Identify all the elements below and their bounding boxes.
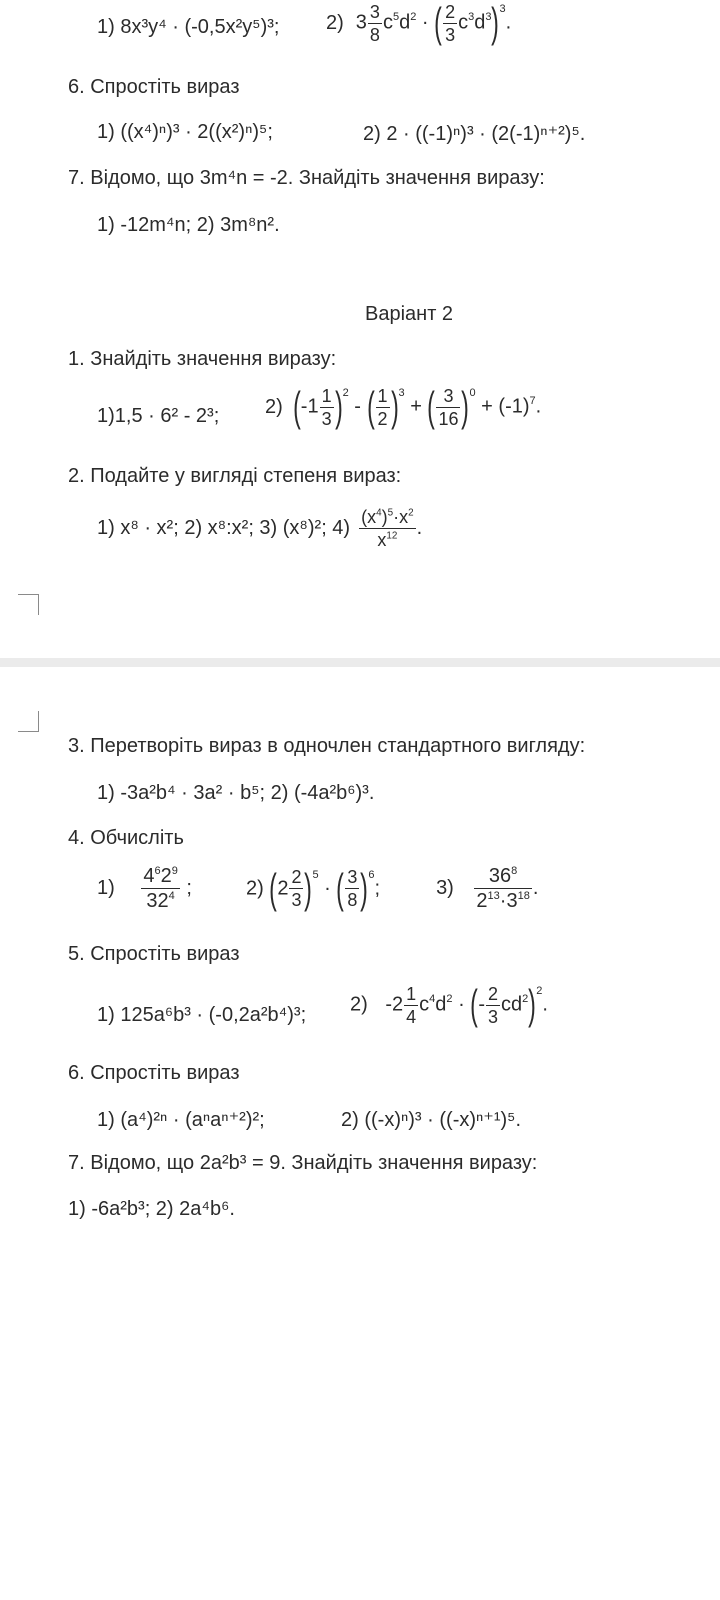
- task7-title: 7. Відомо, що 3m⁴n = -2. Знайдіть значення виразу:: [68, 167, 545, 189]
- v2-task5-item1: 1) 125a⁶b³ · (-0,2a²b⁴)³;: [97, 1004, 307, 1026]
- item-number: 2): [265, 395, 283, 418]
- v2-task7-title: 7. Відомо, що 2a²b³ = 9. Знайдіть значення виразу:: [68, 1152, 538, 1174]
- v2-task4-items: [97, 866, 538, 911]
- v2-task1-item1: 1)1,5 · 6² - 2³;: [97, 405, 220, 427]
- task2-item-list: 1) x⁸ · x²; 2) x⁸:x²; 3) (x⁸)²; 4): [97, 517, 351, 539]
- task6-item2: 2) 2 · ((-1)ⁿ)³ · (2(-1)ⁿ⁺²)⁵.: [363, 123, 586, 145]
- v2-task6-title: 6. Спростіть вираз: [68, 1062, 240, 1084]
- v2-task2-items: [97, 508, 422, 549]
- v2-task6-item1: 1) (a⁴)²ⁿ · (aⁿaⁿ⁺²)²;: [97, 1109, 265, 1131]
- v2-task6-item2: 2) ((-x)ⁿ)³ · ((-x)ⁿ⁺¹)⁵.: [341, 1109, 522, 1131]
- v2-task5-item2: [350, 981, 548, 1028]
- math-expression: 2) -2 $\frac{1}{4}$ $c^4d^2$ · (- $\frac{2}{3}$ $cd^2)^2$.: [350, 981, 548, 1028]
- task6-item1: 1) ((x⁴)ⁿ)³ · 2((x²)ⁿ)⁵;: [97, 121, 273, 143]
- v2-task1-item2: [265, 383, 542, 430]
- math-expression: (-1 $\frac{1}{3}$ )$^2$ - ( $\frac{1}{2}$ )$^3$ + ( $\frac{3}{16}$ )$^0 + (-1)^7$.: [292, 383, 542, 430]
- v2-task5-title: 5. Спростіть вираз: [68, 943, 240, 965]
- math-expression: 3 $\frac{3}{8}$ $c^5d^2$ · ( $\frac{2}{3}$ $c^3d^3)^3$.: [355, 0, 512, 46]
- math-expression: 1) $\frac{4^62^9}{32^4}$ ;: [97, 864, 192, 912]
- math-expression: $\frac{(x^4)^5\cdot x^2}{x^{12}}$ .: [361, 507, 423, 550]
- v2-task7-items: 1) -6a²b³; 2) 2a⁴b⁶.: [68, 1198, 235, 1220]
- page-corner-mark: [18, 594, 39, 615]
- page-corner-mark: [18, 711, 39, 732]
- page-break: [0, 658, 720, 667]
- v2-task3-title: 3. Перетворіть вираз в одночлен стандартного вигляду:: [68, 735, 586, 757]
- v2-task2-title: 2. Подайте у вигляді степеня вираз:: [68, 465, 402, 487]
- math-expression: 2) (2 $\frac{2}{3}$ )$^5$ · ( $\frac{3}{8}$ )$^6$;: [245, 864, 381, 912]
- v2-task1-title: 1. Знайдіть значення виразу:: [68, 348, 337, 370]
- task7-items: 1) -12m⁴n; 2) 3m⁸n².: [97, 214, 280, 236]
- math-expression: 3) $\frac{36^8}{2^{13}\cdot 3^{18}}$ .: [436, 864, 539, 912]
- item-number: 2): [326, 11, 344, 34]
- v2-task3-items: 1) -3a²b⁴ · 3a² · b⁵; 2) (-4a²b⁶)³.: [97, 782, 375, 804]
- task6-title: 6. Спростіть вираз: [68, 76, 240, 98]
- task5-item2: [326, 2, 511, 44]
- v2-task4-title: 4. Обчисліть: [68, 827, 184, 849]
- task5-item1: 1) 8x³y⁴ · (-0,5x²y⁵)³;: [97, 16, 280, 38]
- variant-heading: Варіант 2: [365, 303, 454, 325]
